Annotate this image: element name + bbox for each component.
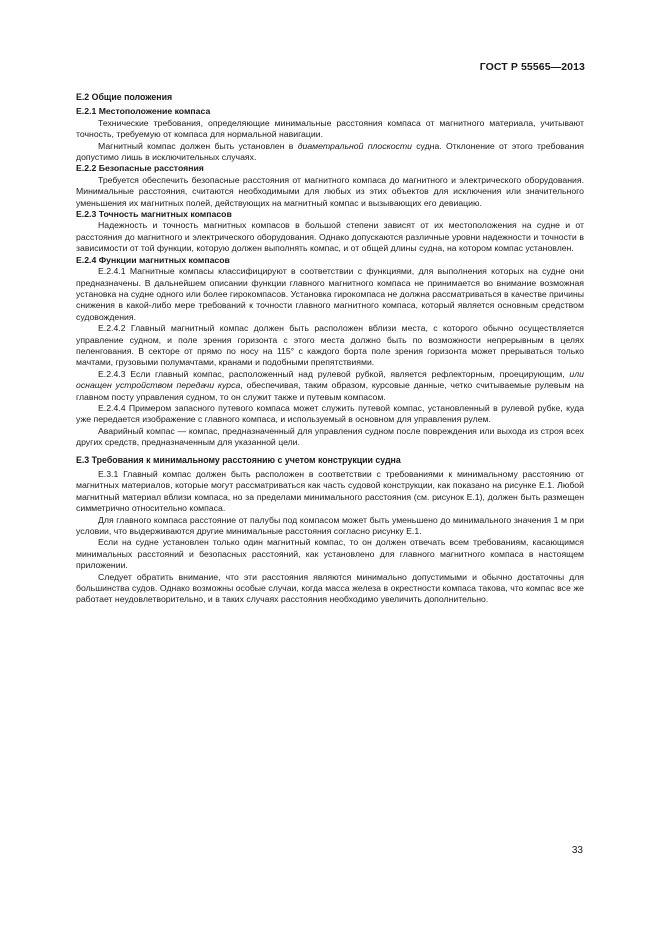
subsection-heading-e2-3: Е.2.3 Точность магнитных компасов	[76, 209, 232, 220]
subsection-heading-e2-4: Е.2.4 Функции магнитных компасов	[76, 254, 230, 265]
paragraph: Е.2.4.2 Главный магнитный компас должен быть расположен вблизи места, с которого обычно осуществляется управление судном, и поле зрения горизонта с этого места должно быть по возможности непрерывным в целях пеленгования. В секторе от прямо по носу на 115° с каждого борта поле зрения горизонта может прерываться только мачтами, грузовыми полумачтами, кранами и подобными препятствиями.	[76, 323, 584, 368]
page-number: 33	[571, 845, 583, 856]
subsection-heading-e2-1: Е.2.1 Местоположение компаса	[76, 106, 211, 117]
paragraph: Надежность и точность магнитных компасов в большой степени зависят от их местоположения на судне и от расстояния до магнитного и электрического оборудования. Однако допускаются различные уровни надежности и точности в зависимости от той функции, которую должен выполнять компас, и от общей длины судна, на котором компас установлен.	[76, 220, 584, 254]
subsection-heading-e2-2: Е.2.2 Безопасные расстояния	[76, 163, 204, 174]
paragraph: Если на судне установлен только один магнитный компас, то он должен отвечать всем требованиям, касающимся минимальных расстояний и безопасных расстояний, как установлено для главного магнитного компаса в настоящем приложении.	[76, 537, 584, 571]
section-heading-e3: Е.3 Требования к минимальному расстоянию с учетом конструкции судна	[76, 454, 401, 465]
paragraph: Е.2.4.1 Магнитные компасы классифицируют в соответствии с функциями, для выполнения которых на судне они предназначены. В дальнейшем описании функции главного магнитного компаса не принимается во внимание возможная установка на судне одного или более гирокомпасов. Установка гирокомпаса не должна рассматриваться в качестве причины снижения в какой-либо мере требований к точности главного магнитного компаса, который является основным средством судовождения.	[76, 266, 584, 322]
paragraph: Следует обратить внимание, что эти расстояния являются минимально допустимыми и обычно достаточны для большинства судов. Однако возможны особые случаи, когда масса железа в окрестности компаса такова, что компас все же работает неудовлетворительно, и в таких случаях расстояния необходимо увеличить дополнительно.	[76, 571, 584, 605]
section-heading-e2: Е.2 Общие положения	[76, 92, 173, 102]
paragraph: Технические требования, определяющие минимальные расстояния компаса от магнитного материала, учитывают точность, требуемую от компаса для нормальной навигации.	[76, 117, 584, 140]
paragraph: Е.3.1 Главный компас должен быть расположен в соответствии с требованиями к минимальному расстоянию от магнитных материалов, которые могут рассматриваться как часть судовой конструкции, как показано на рисунке Е.1. Любой магнитный материал вблизи компаса, но за пределами минимального расстояния (см. рисунок Е.1), должен быть размещен симметрично относительно компаса.	[76, 469, 584, 514]
paragraph: Требуется обеспечить безопасные расстояния от магнитного компаса до магнитного и электрического оборудования. Минимальные расстояния, считаются необходимыми для любых из этих объектов для исключения или значительного уменьшения их магнитных полей, действующих на магнитный компас и вызывающих его девиацию.	[76, 174, 584, 208]
paragraph: Для главного компаса расстояние от палубы под компасом может быть уменьшено до минимального значения 1 м при условии, что выдерживаются другие минимальные расстояния согласно рисунку Е.1.	[76, 514, 584, 537]
document-body	[76, 92, 584, 606]
paragraph: Е.2.4.3 Если главный компас, расположенный над рулевой рубкой, является рефлекторным, проецирующим, или оснащен устройством передачи курса, обеспечивая, таким образом, курсовые данные, четко считываемые рулевым на главном посту управления судном, то он служит также и путевым компасом.	[76, 368, 585, 402]
paragraph: Магнитный компас должен быть установлен в диаметральной плоскости судна. Отклонение от этого требования допустимо лишь в исключительных случаях.	[76, 140, 584, 163]
paragraph: Е.2.4.4 Примером запасного путевого компаса может служить путевой компас, установленный в рулевой рубке, куда уже передается изображение с главного компаса, и используемый в основном для управления рулем.	[76, 402, 584, 425]
document-header: ГОСТ Р 55565—2013	[479, 61, 585, 73]
paragraph: Аварийный компас — компас, предназначенный для управления судном после повреждения или выхода из строя всех других средств, предназначенным для указанной цели.	[76, 425, 584, 448]
